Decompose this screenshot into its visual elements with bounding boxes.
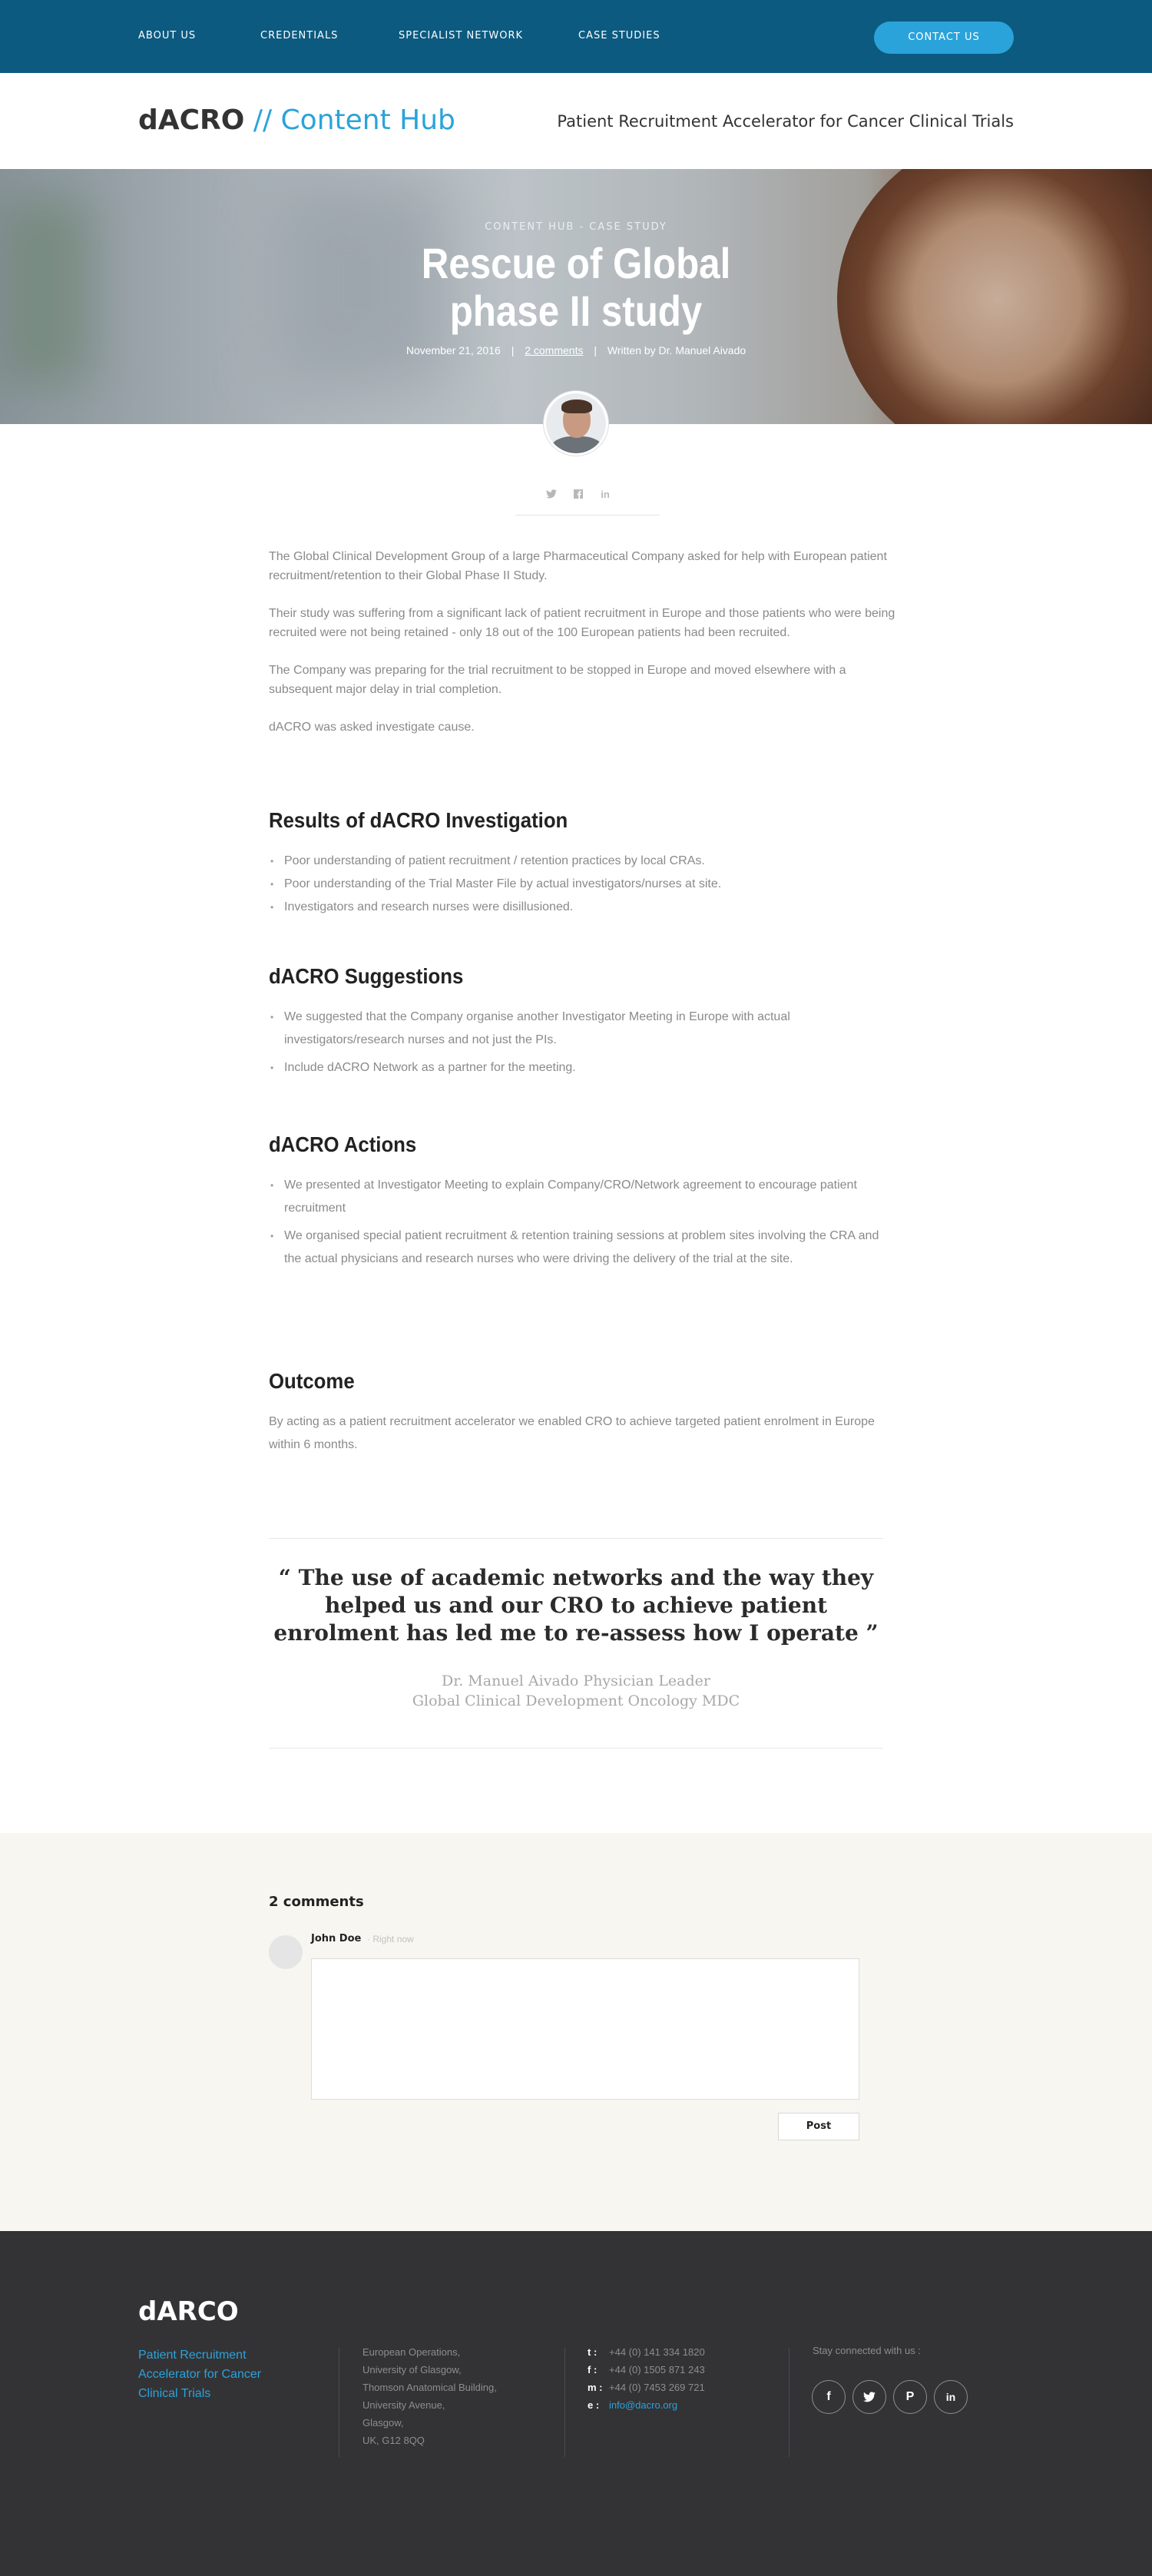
post-meta <box>0 344 1152 356</box>
testimonial-author <box>269 1671 883 1711</box>
phone-row <box>588 2343 705 2361</box>
facebook-icon[interactable] <box>571 487 586 502</box>
phone-label: t : <box>588 2346 598 2358</box>
list-item: • We organised special patient recruitment & retention training sessions at problem sites involving the CRA and the actual physicians and research nurses who were driving the delivery of the trial at the site. <box>269 1225 899 1271</box>
page-title <box>69 240 1083 335</box>
address-line: Thomson Anatomical Building, <box>362 2382 497 2393</box>
nav-about-us[interactable]: ABOUT US <box>138 30 197 41</box>
social-links <box>812 2380 968 2414</box>
brand-section: // Content Hub <box>253 104 455 136</box>
article-intro <box>269 547 899 755</box>
hero-banner <box>0 169 1152 424</box>
mobile-label: m : <box>588 2382 603 2393</box>
testimonial-author-title: Global Clinical Development Oncology MDC <box>412 1692 740 1709</box>
outcome-text: By acting as a patient recruitment accelerator we enabled CRO to achieve targeted patient enrolment in Europe within 6 months. <box>269 1415 875 1451</box>
post-author: Written by Dr. Manuel Aivado <box>607 344 746 356</box>
email-row <box>588 2396 705 2414</box>
mobile-number[interactable]: +44 (0) 7453 269 721 <box>609 2382 705 2393</box>
brand-logo[interactable] <box>138 104 455 136</box>
comments-link[interactable]: 2 comments <box>525 344 584 356</box>
top-navigation <box>0 0 1152 73</box>
address-line: UK, G12 8QQ <box>362 2435 425 2446</box>
mobile-row <box>588 2379 705 2396</box>
comments-count: 2 comments <box>269 1894 364 1910</box>
footer-address <box>362 2343 497 2449</box>
brand-name: dACRO <box>138 104 245 136</box>
commenter-avatar <box>269 1935 303 1969</box>
results-heading: Results of dACRO Investigation <box>269 808 568 832</box>
quote-divider-bottom <box>269 1748 883 1749</box>
actions-section <box>269 1132 899 1275</box>
comments-section <box>0 1833 1152 2231</box>
linkedin-icon[interactable]: in <box>601 489 610 500</box>
suggestions-section <box>269 964 899 1079</box>
fax-number: +44 (0) 1505 871 243 <box>609 2364 705 2375</box>
nav-credentials[interactable]: CREDENTIALS <box>260 30 339 41</box>
actions-heading: dACRO Actions <box>269 1132 417 1156</box>
brand-tagline: Patient Recruitment Accelerator for Cancer Clinical Trials <box>557 112 1014 131</box>
post-comment-button[interactable]: Post <box>778 2113 859 2140</box>
footer-divider <box>564 2348 565 2457</box>
article-paragraph: Their study was suffering from a significant lack of patient recruitment in Europe and those patients who were being recruited were not being retained - only 18 out of the 100 European patients had been recruited. <box>269 607 895 639</box>
hero-kicker: CONTENT HUB - CASE STUDY <box>485 221 667 233</box>
twitter-icon[interactable] <box>852 2380 886 2414</box>
email-link[interactable]: info@dacro.org <box>609 2399 678 2411</box>
fax-label: f : <box>588 2364 598 2375</box>
quote-divider-top <box>269 1538 883 1539</box>
comment-timestamp: · Right now <box>367 1934 414 1944</box>
footer-divider <box>789 2348 790 2457</box>
author-avatar <box>544 391 608 456</box>
facebook-icon[interactable]: f <box>812 2380 846 2414</box>
nav-specialist-network[interactable]: SPECIALIST NETWORK <box>399 30 524 41</box>
share-divider <box>515 515 660 516</box>
testimonial-quote: “ The use of academic networks and the way they helped us and our CRO to achieve patient enrolment has led me to re-assess how I operate ” <box>273 1565 879 1646</box>
address-line: Glasgow, <box>362 2417 404 2428</box>
article-paragraph: The Global Clinical Development Group of a large Pharmaceutical Company asked for help with European patient recruitment/retention to their Global Phase II Study. <box>269 550 887 582</box>
email-label: e : <box>588 2399 600 2411</box>
suggestions-heading: dACRO Suggestions <box>269 964 464 988</box>
meta-separator: | <box>594 344 597 356</box>
contact-us-button[interactable]: CONTACT US <box>874 22 1014 54</box>
footer <box>0 2231 1152 2576</box>
list-item: • We presented at Investigator Meeting to explain Company/CRO/Network agreement to encourage patient recruitment <box>269 1174 899 1220</box>
page-title-line1: Rescue of Global <box>421 239 731 287</box>
address-line: University Avenue, <box>362 2399 445 2411</box>
address-line: University of Glasgow, <box>362 2364 462 2375</box>
stay-connected-label: Stay connected with us : <box>813 2345 921 2356</box>
list-item: • Include dACRO Network as a partner for the meeting. <box>269 1056 899 1079</box>
footer-tagline: Patient Recruitment Accelerator for Cancer Clinical Trials <box>138 2349 262 2400</box>
nav-case-studies[interactable]: CASE STUDIES <box>578 30 660 41</box>
article-paragraph: dACRO was asked investigate cause. <box>269 721 475 734</box>
pinterest-icon[interactable]: P <box>893 2380 927 2414</box>
share-bar <box>544 487 613 502</box>
page-title-line2: phase II study <box>449 287 703 335</box>
comment-input[interactable] <box>311 1958 859 2100</box>
twitter-icon[interactable] <box>544 487 559 502</box>
results-list <box>269 850 899 919</box>
footer-contacts <box>588 2343 705 2414</box>
suggestions-list <box>269 1006 899 1079</box>
meta-separator: | <box>511 344 515 356</box>
post-date: November 21, 2016 <box>406 344 501 356</box>
footer-logo[interactable]: dARCO <box>138 2296 239 2327</box>
fax-row <box>588 2361 705 2379</box>
list-item: • Poor understanding of the Trial Master File by actual investigators/nurses at site. <box>269 873 899 896</box>
outcome-section <box>269 1369 899 1475</box>
comment-timestamp-text: Right now <box>372 1934 414 1944</box>
address-line: European Operations, <box>362 2346 461 2358</box>
list-item: • Investigators and research nurses were disillusioned. <box>269 896 899 919</box>
list-item: • Poor understanding of patient recruitment / retention practices by local CRAs. <box>269 850 899 873</box>
linkedin-icon[interactable]: in <box>934 2380 968 2414</box>
phone-number[interactable]: +44 (0) 141 334 1820 <box>609 2346 705 2358</box>
actions-list <box>269 1174 899 1271</box>
outcome-heading: Outcome <box>269 1369 355 1393</box>
list-item: • We suggested that the Company organise another Investigator Meeting in Europe with actual investigators/research nurses and not just the PIs. <box>269 1006 899 1052</box>
results-section <box>269 808 899 919</box>
commenter-name: John Doe <box>311 1933 362 1944</box>
article-paragraph: The Company was preparing for the trial recruitment to be stopped in Europe and moved elsewhere with a subsequent major delay in trial completion. <box>269 664 846 696</box>
testimonial-author-name: Dr. Manuel Aivado Physician Leader <box>441 1673 710 1689</box>
